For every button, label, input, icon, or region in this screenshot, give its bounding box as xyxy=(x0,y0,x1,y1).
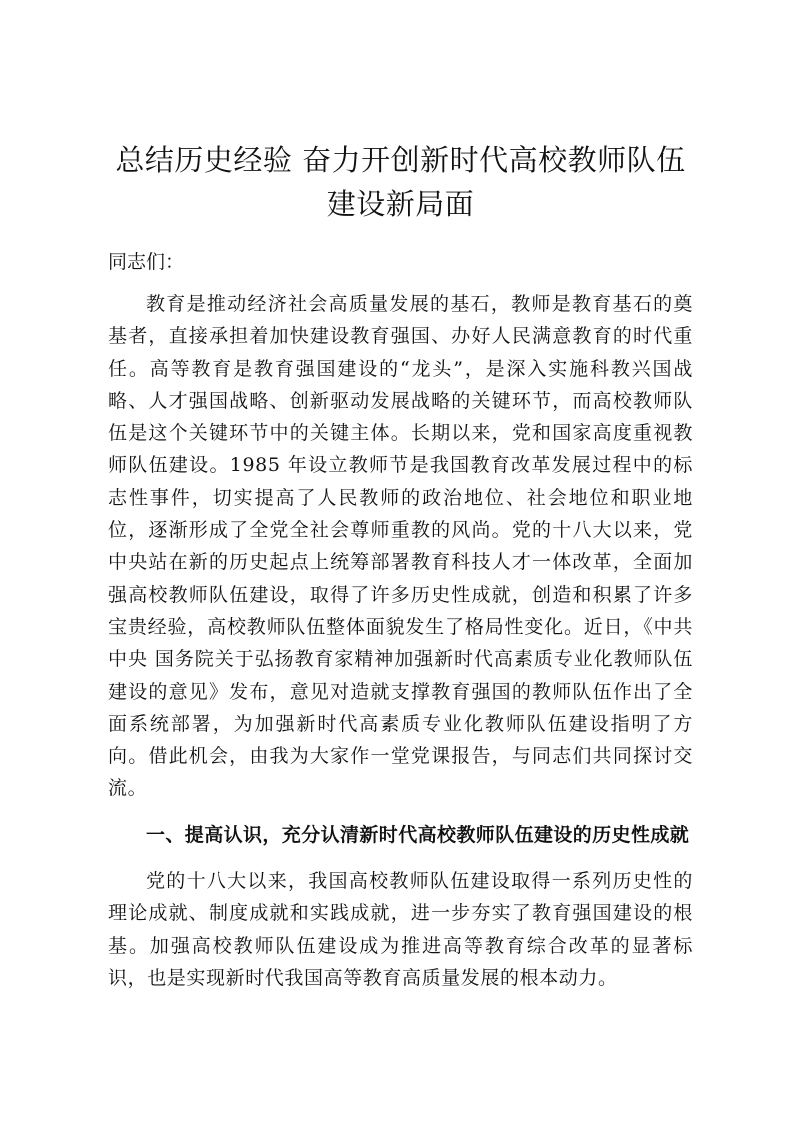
paragraph-section-1: 党的十八大以来，我国高校教师队伍建设取得一系列历史性的理论成就、制度成就和实践成就，进一步夯实了教育强国建设的根基。加强高校教师队伍建设成为推进高等教育综合改革的显著标识，也是实现新时代我国高等教育高质量发展的根本动力。 xyxy=(108,870,693,989)
document-title xyxy=(108,138,693,226)
title-line-2: 建设新局面 xyxy=(326,187,475,221)
section-heading-1: 一、提高认识，充分认清新时代高校教师队伍建设的历史性成就 xyxy=(146,823,690,846)
title-line-1: 总结历史经验 奋力开创新时代高校教师队伍 xyxy=(115,143,686,177)
salutation: 同志们： xyxy=(108,251,185,273)
document-body xyxy=(108,138,693,994)
paragraph-intro: 教育是推动经济社会高质量发展的基石，教师是教育基石的奠基者，直接承担着加快建设教育强国、办好人民满意教育的时代重任。高等教育是教育强国建设的“龙头”，是深入实施科教兴国战略、人才强国战略、创新驱动发展战略的关键环节，而高校教师队伍是这个关键环节中的关键主体。长期以来，党和国家高度重视教师队伍建设。1985 年设立教师节是我国教育改革发展过程中的标志性事件，切实提高了人民教师的政治地位、社会地位和职业地位，逐渐形成了全党全社会尊师重教的风尚。党的十八大以来，党中央站在新的历史起点上统筹部署教育科技人才一体改革，全面加强高校教师队伍建设，取得了许多历史性成就，创造和积累了许多宝贵经验，高校教师队伍整体面貌发生了格局性变化。近日，《中共中央 国务院关于弘扬教育家精神加强新时代高素质专业化教师队伍建设的意见》发布，意见对造就支撑教育强国的教师队伍作出了全面系统部署，为加强新时代高素质专业化教师队伍建设指明了方向。借此机会，由我为大家作一堂党课报告，与同志们共同探讨交流。 xyxy=(108,293,693,800)
